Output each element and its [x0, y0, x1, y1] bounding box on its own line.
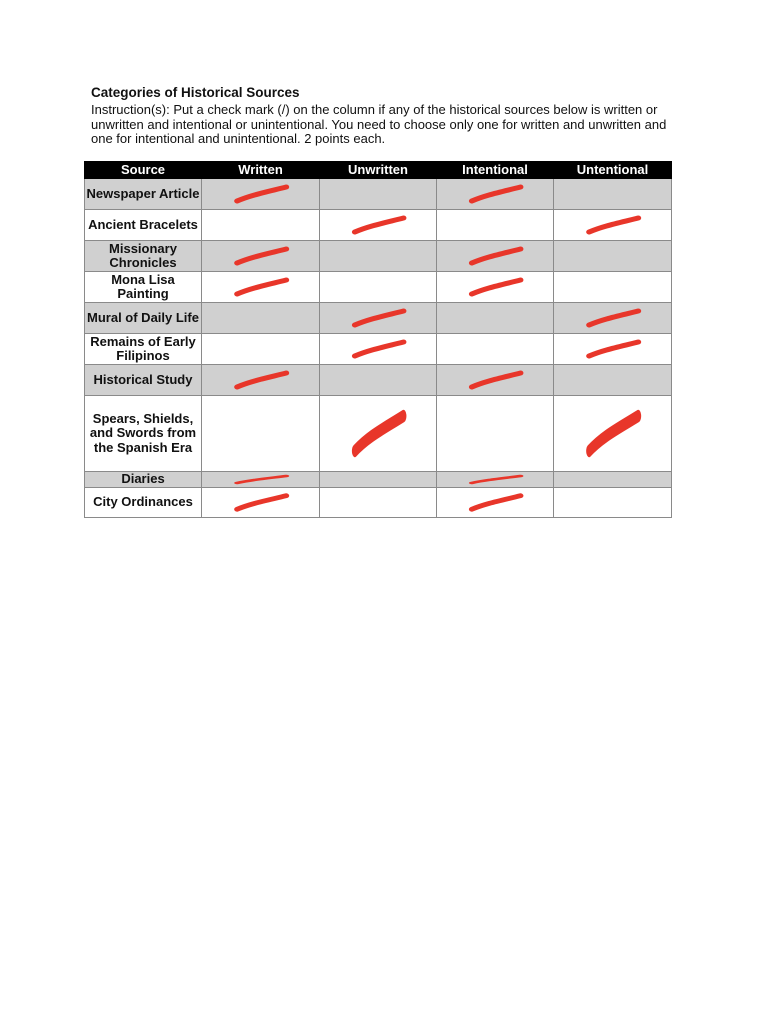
unwritten-cell[interactable]	[320, 241, 437, 272]
intentional-cell[interactable]	[437, 365, 554, 396]
header-written: Written	[202, 162, 320, 179]
check-mark	[202, 365, 319, 395]
untentional-cell[interactable]	[554, 210, 672, 241]
intentional-cell[interactable]	[437, 179, 554, 210]
table-row	[85, 396, 672, 472]
source-cell: Remains of Early Filipinos	[85, 334, 202, 365]
untentional-cell[interactable]	[554, 472, 672, 488]
source-cell: Historical Study	[85, 365, 202, 396]
instructions-text: Instruction(s): Put a check mark (/) on the column if any of the historical sources below is written or unwritten and intentional or unintentional. You need to choose only one for written and unwritten and one for intentional and unintentional. 2 points each.	[91, 102, 667, 146]
check-mark	[554, 396, 671, 471]
header-untentional: Untentional	[554, 162, 672, 179]
table-row	[85, 472, 672, 488]
unwritten-cell[interactable]	[320, 272, 437, 303]
source-cell: City Ordinances	[85, 488, 202, 518]
check-mark	[437, 365, 553, 395]
table-row	[85, 303, 672, 334]
intentional-cell[interactable]	[437, 303, 554, 334]
written-cell[interactable]	[202, 303, 320, 334]
header-intentional: Intentional	[437, 162, 554, 179]
check-mark	[202, 241, 319, 271]
check-mark	[554, 303, 671, 333]
untentional-cell[interactable]	[554, 179, 672, 210]
unwritten-cell[interactable]	[320, 334, 437, 365]
intentional-cell[interactable]	[437, 488, 554, 518]
untentional-cell[interactable]	[554, 396, 672, 472]
check-mark	[437, 272, 553, 302]
untentional-cell[interactable]	[554, 303, 672, 334]
written-cell[interactable]	[202, 179, 320, 210]
intentional-cell[interactable]	[437, 334, 554, 365]
intentional-cell[interactable]	[437, 210, 554, 241]
document-title: Categories of Historical Sources	[91, 85, 300, 100]
check-mark	[320, 303, 436, 333]
written-cell[interactable]	[202, 365, 320, 396]
untentional-cell[interactable]	[554, 272, 672, 303]
intentional-cell[interactable]	[437, 241, 554, 272]
check-mark	[202, 472, 319, 487]
source-cell: Newspaper Article	[85, 179, 202, 210]
written-cell[interactable]	[202, 210, 320, 241]
check-mark	[202, 179, 319, 209]
check-mark	[554, 334, 671, 364]
source-cell: Diaries	[85, 472, 202, 488]
table-header-row	[85, 162, 672, 179]
check-mark	[202, 272, 319, 302]
table-row	[85, 272, 672, 303]
written-cell[interactable]	[202, 472, 320, 488]
check-mark	[437, 488, 553, 517]
written-cell[interactable]	[202, 241, 320, 272]
check-mark	[437, 179, 553, 209]
intentional-cell[interactable]	[437, 272, 554, 303]
header-source: Source	[85, 162, 202, 179]
unwritten-cell[interactable]	[320, 365, 437, 396]
intentional-cell[interactable]	[437, 472, 554, 488]
unwritten-cell[interactable]	[320, 210, 437, 241]
table-row	[85, 488, 672, 518]
intentional-cell[interactable]	[437, 396, 554, 472]
table-row	[85, 334, 672, 365]
unwritten-cell[interactable]	[320, 396, 437, 472]
table-row	[85, 210, 672, 241]
untentional-cell[interactable]	[554, 488, 672, 518]
header-unwritten: Unwritten	[320, 162, 437, 179]
check-mark	[437, 241, 553, 271]
unwritten-cell[interactable]	[320, 303, 437, 334]
table-row	[85, 179, 672, 210]
source-cell: Mona Lisa Painting	[85, 272, 202, 303]
source-cell: Mural of Daily Life	[85, 303, 202, 334]
unwritten-cell[interactable]	[320, 179, 437, 210]
check-mark	[437, 472, 553, 487]
source-cell: Ancient Bracelets	[85, 210, 202, 241]
check-mark	[320, 396, 436, 471]
table-row	[85, 365, 672, 396]
untentional-cell[interactable]	[554, 334, 672, 365]
untentional-cell[interactable]	[554, 365, 672, 396]
check-mark	[554, 210, 671, 240]
written-cell[interactable]	[202, 272, 320, 303]
written-cell[interactable]	[202, 396, 320, 472]
unwritten-cell[interactable]	[320, 488, 437, 518]
source-cell: Missionary Chronicles	[85, 241, 202, 272]
check-mark	[320, 210, 436, 240]
source-cell: Spears, Shields, and Swords from the Spanish Era	[85, 396, 202, 472]
table-row	[85, 241, 672, 272]
untentional-cell[interactable]	[554, 241, 672, 272]
unwritten-cell[interactable]	[320, 472, 437, 488]
check-mark	[202, 488, 319, 517]
written-cell[interactable]	[202, 334, 320, 365]
written-cell[interactable]	[202, 488, 320, 518]
sources-table	[84, 161, 672, 518]
check-mark	[320, 334, 436, 364]
